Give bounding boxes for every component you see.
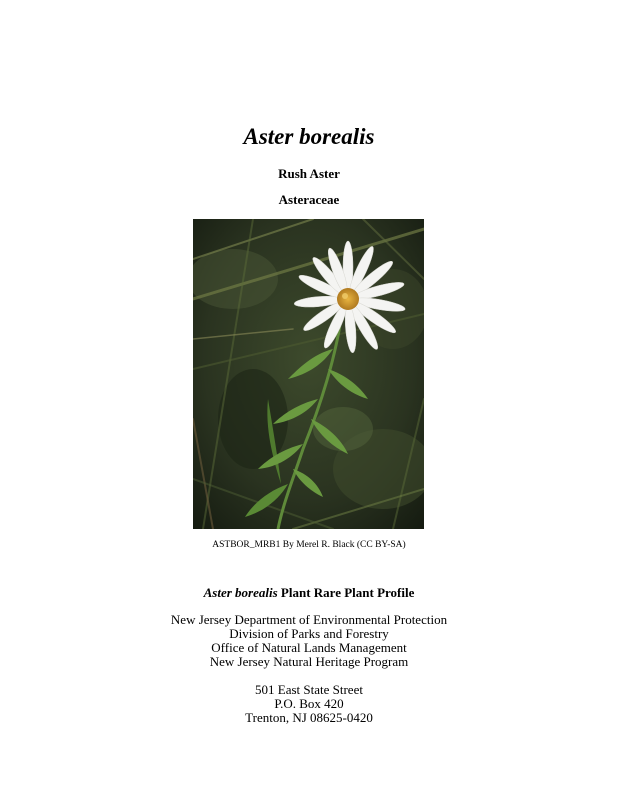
agency-line: New Jersey Natural Heritage Program	[209, 654, 409, 669]
address-line: Trenton, NJ 08625-0420	[245, 710, 373, 725]
address-block	[0, 683, 618, 725]
profile-scientific-name: Aster borealis	[203, 585, 278, 600]
page-title: Aster borealis	[243, 124, 375, 149]
plant-photo	[193, 219, 424, 529]
agency-block	[0, 613, 618, 669]
agency-line: Office of Natural Lands Management	[211, 640, 407, 655]
photo-caption: ASTBOR_MRB1 By Merel R. Black (CC BY-SA)	[212, 540, 406, 550]
agency-line: New Jersey Department of Environmental Protection	[170, 612, 448, 627]
profile-title	[0, 585, 618, 601]
agency-line: Division of Parks and Forestry	[229, 626, 389, 641]
profile-title-suffix: Plant Rare Plant Profile	[280, 585, 415, 600]
family-name: Asteraceae	[278, 192, 340, 207]
address-line: P.O. Box 420	[274, 696, 344, 711]
common-name: Rush Aster	[278, 166, 340, 181]
address-line: 501 East State Street	[255, 682, 363, 697]
